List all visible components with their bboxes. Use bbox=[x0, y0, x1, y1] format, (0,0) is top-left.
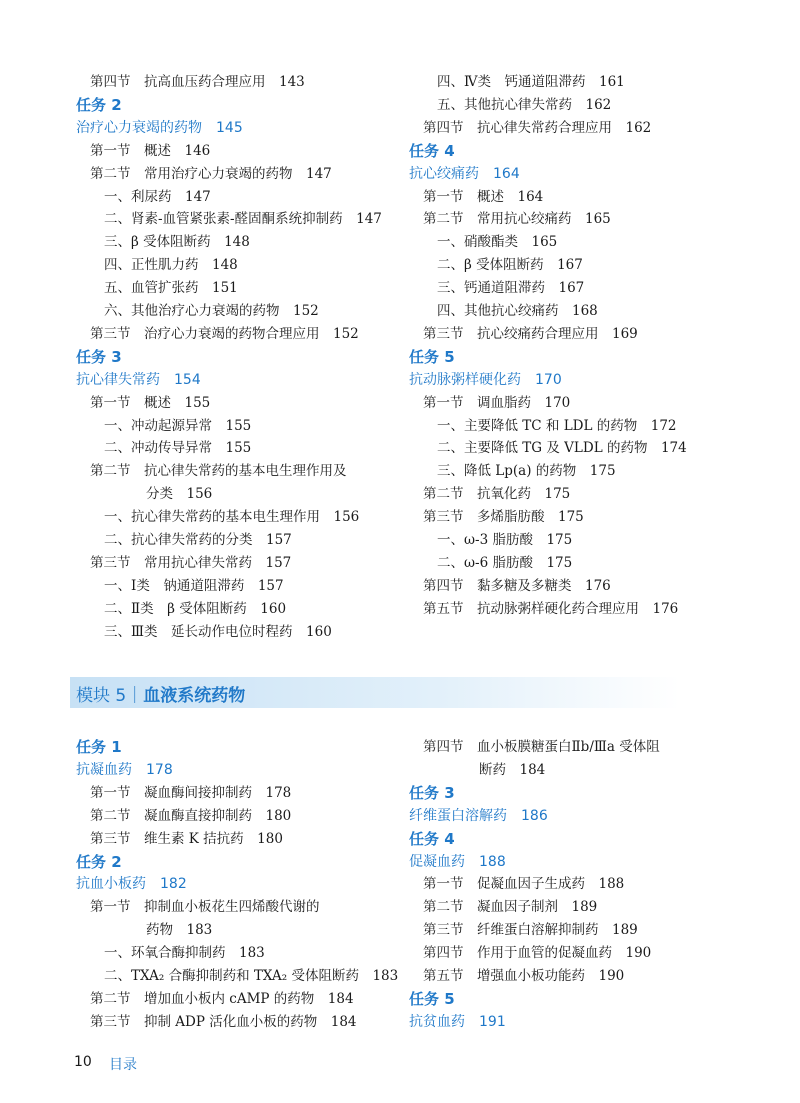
toc-section-entry: 第五节 增强血小板功能药 190 bbox=[423, 968, 625, 984]
task-title-link[interactable]: 抗贫血药 191 bbox=[409, 1013, 506, 1030]
toc-item-entry: 二、β 受体阻断药 167 bbox=[437, 257, 583, 274]
task-title-link[interactable]: 抗心绞痛药 164 bbox=[409, 165, 520, 182]
toc-item-entry: 二、TXA₂ 合酶抑制药和 TXA₂ 受体阻断药 183 bbox=[104, 968, 399, 984]
toc-section-entry: 第三节 多烯脂肪酸 175 bbox=[423, 509, 584, 526]
toc-entry-continuation: 分类 156 bbox=[146, 486, 213, 503]
toc-item-entry: 一、主要降低 TC 和 LDL 的药物 172 bbox=[437, 417, 677, 434]
toc-item-entry: 五、血管扩张药 151 bbox=[104, 280, 238, 297]
toc-item-entry: 二、肾素-血管紧张素-醛固酮系统抑制药 147 bbox=[104, 211, 382, 228]
toc-section-entry: 第二节 凝血因子制剂 189 bbox=[423, 899, 598, 916]
toc-section-entry: 第一节 概述 164 bbox=[423, 188, 544, 205]
toc-item-entry: 一、环氧合酶抑制药 183 bbox=[104, 945, 265, 962]
toc-item-entry: 一、抗心律失常药的基本电生理作用 156 bbox=[104, 509, 360, 526]
toc-item-entry: 一、冲动起源异常 155 bbox=[104, 417, 252, 434]
task-title-link[interactable]: 抗血小板药 182 bbox=[76, 876, 187, 893]
toc-section-entry: 第一节 凝血酶间接抑制药 178 bbox=[90, 784, 292, 801]
module-number: 模块 5｜ bbox=[76, 686, 144, 706]
toc-section-entry: 第四节 血小板膜糖蛋白Ⅱb/Ⅲa 受体阻 bbox=[423, 739, 660, 755]
task-heading: 任务 4 bbox=[409, 141, 455, 160]
toc-section-entry: 第三节 治疗心力衰竭的药物合理应用 152 bbox=[90, 325, 359, 342]
toc-item-entry: 一、硝酸酯类 165 bbox=[437, 234, 558, 251]
toc-item-entry: 六、其他治疗心力衰竭的药物 152 bbox=[104, 303, 319, 319]
task-title-link[interactable]: 抗凝血药 178 bbox=[76, 761, 173, 778]
toc-section-entry: 第一节 抑制血小板花生四烯酸代谢的 bbox=[90, 899, 320, 916]
task-title-link[interactable]: 促凝血药 188 bbox=[409, 853, 506, 870]
toc-section-entry: 第四节 作用于血管的促凝血药 190 bbox=[423, 945, 652, 962]
task-heading: 任务 3 bbox=[409, 783, 455, 802]
module-title: 血液系统药物 bbox=[143, 686, 246, 706]
toc-section-entry: 第二节 凝血酶直接抑制药 180 bbox=[90, 807, 292, 824]
task-heading: 任务 2 bbox=[76, 852, 122, 871]
toc-section-entry: 第一节 促凝血因子生成药 188 bbox=[423, 876, 625, 893]
toc-item-entry: 一、利尿药 147 bbox=[104, 188, 211, 205]
toc-section-entry: 第一节 概述 146 bbox=[90, 142, 211, 159]
task-heading: 任务 1 bbox=[76, 738, 122, 756]
toc-section-entry: 第二节 常用治疗心力衰竭的药物 147 bbox=[90, 165, 332, 182]
toc-section-entry: 第三节 常用抗心律失常药 157 bbox=[90, 554, 292, 571]
task-heading: 任务 5 bbox=[409, 347, 455, 366]
toc-section-entry: 第二节 抗心律失常药的基本电生理作用及 bbox=[90, 463, 347, 480]
task-title-link[interactable]: 纤维蛋白溶解药 186 bbox=[409, 807, 548, 824]
task-heading: 任务 3 bbox=[76, 347, 122, 366]
task-title-link[interactable]: 治疗心力衰竭的药物 145 bbox=[76, 119, 243, 136]
toc-section-entry: 第三节 抗心绞痛药合理应用 169 bbox=[423, 325, 638, 342]
toc-item-entry: 三、β 受体阻断药 148 bbox=[104, 234, 250, 251]
toc-item-entry: 三、Ⅲ类 延长动作电位时程药 160 bbox=[104, 623, 332, 640]
toc-section-entry: 第三节 抑制 ADP 活化血小板的药物 184 bbox=[90, 1013, 357, 1030]
toc-section-entry: 第四节 抗心律失常药合理应用 162 bbox=[423, 119, 652, 136]
toc-section-entry: 第三节 纤维蛋白溶解抑制药 189 bbox=[423, 922, 638, 939]
toc-section-entry: 第二节 增加血小板内 cAMP 的药物 184 bbox=[90, 990, 354, 1007]
toc-section-entry: 第四节 黏多糖及多糖类 176 bbox=[423, 577, 611, 594]
toc-section-entry: 第五节 抗动脉粥样硬化药合理应用 176 bbox=[423, 600, 679, 617]
toc-section-entry: 第四节 抗高血压药合理应用 143 bbox=[90, 74, 305, 90]
toc-entry-continuation: 药物 183 bbox=[146, 922, 213, 939]
task-heading: 任务 4 bbox=[409, 829, 455, 848]
module-banner bbox=[70, 677, 680, 708]
toc-section-entry: 第二节 常用抗心绞痛药 165 bbox=[423, 211, 611, 228]
toc-item-entry: 二、抗心律失常药的分类 157 bbox=[104, 532, 292, 548]
toc-item-entry: 二、Ⅱ类 β 受体阻断药 160 bbox=[104, 600, 287, 617]
toc-section-entry: 第三节 维生素 K 拮抗药 180 bbox=[90, 830, 283, 847]
page-number: 10 bbox=[74, 1054, 92, 1070]
task-heading: 任务 2 bbox=[76, 95, 122, 114]
toc-item-entry: 三、钙通道阻滞药 167 bbox=[437, 280, 585, 297]
footer-title: 目录 bbox=[109, 1057, 137, 1073]
toc-item-entry: 二、主要降低 TG 及 VLDL 的药物 174 bbox=[437, 440, 687, 457]
toc-item-entry: 四、其他抗心绞痛药 168 bbox=[437, 303, 598, 319]
toc-item-entry: 一、ω-3 脂肪酸 175 bbox=[437, 532, 573, 548]
task-title-link[interactable]: 抗动脉粥样硬化药 170 bbox=[409, 371, 562, 388]
toc-entry-continuation: 断药 184 bbox=[479, 761, 546, 778]
task-heading: 任务 5 bbox=[409, 989, 455, 1008]
toc-item-entry: 三、降低 Lp(a) 的药物 175 bbox=[437, 463, 616, 480]
toc-item-entry: 四、正性肌力药 148 bbox=[104, 257, 238, 274]
toc-section-entry: 第二节 抗氧化药 175 bbox=[423, 486, 571, 503]
toc-section-entry: 第一节 概述 155 bbox=[90, 394, 211, 411]
toc-item-entry: 五、其他抗心律失常药 162 bbox=[437, 96, 612, 113]
toc-item-entry: 一、Ⅰ类 钠通道阻滞药 157 bbox=[104, 577, 284, 594]
task-title-link[interactable]: 抗心律失常药 154 bbox=[76, 371, 201, 388]
toc-section-entry: 第一节 调血脂药 170 bbox=[423, 394, 571, 411]
toc-item-entry: 二、ω-6 脂肪酸 175 bbox=[437, 554, 573, 571]
toc-item-entry: 二、冲动传导异常 155 bbox=[104, 440, 252, 457]
toc-item-entry: 四、Ⅳ类 钙通道阻滞药 161 bbox=[437, 74, 625, 90]
